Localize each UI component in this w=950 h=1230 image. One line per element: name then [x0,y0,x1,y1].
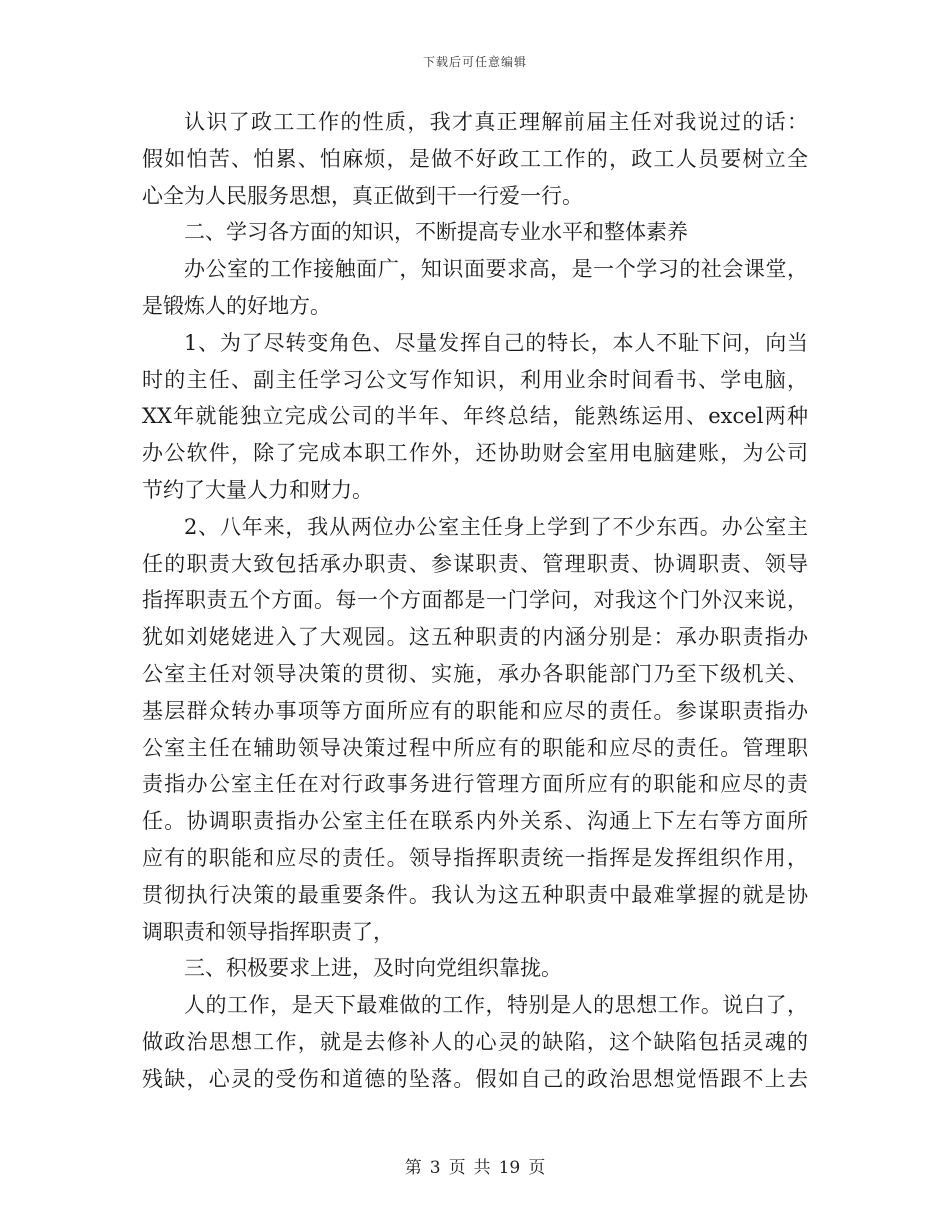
text-line: 时的主任、副主任学习公文写作知识，利用业余时间看书、学电脑， [142,367,808,392]
text-line: 2、八年来，我从两位办公室主任身上学到了不少东西。办公室主 [184,514,808,539]
footer-total-label: 共 [473,1158,491,1178]
page-header: 下载后可任意编辑 [422,55,527,69]
text-line: 残缺，心灵的受伤和道德的坠落。假如自己的政治思想觉悟跟不上去 [142,1066,808,1091]
text-line: 1、为了尽转变角色、尽量发挥自己的特长，本人不耻下问，向当 [184,330,808,355]
document-body [142,104,808,1098]
text-line: 公室主任对领导决策的贯彻、实施，承办各职能部门乃至下级机关、 [142,661,808,686]
text-line: 办公软件，除了完成本职工作外，还协助财会室用电脑建账，为公司 [142,441,808,466]
text-line: 三、积极要求上进，及时向党组织靠拢。 [184,956,562,981]
text-line: 责指办公室主任在对行政事务进行管理方面所应有的职能和应尽的责 [142,772,808,797]
text-line: 是锻炼人的好地方。 [142,293,331,318]
text-line: 指挥职责五个方面。每一个方面都是一门学问，对我这个门外汉来说， [142,588,808,613]
footer-suffix: 页 [528,1158,546,1178]
total-page-count: 19 [498,1158,521,1178]
text-line: 应有的职能和应尽的责任。领导指挥职责统一指挥是发挥组织作用， [142,845,808,870]
text-line: 节约了大量人力和财力。 [142,477,373,502]
text-line: 任的职责大致包括承办职责、参谋职责、管理职责、协调职责、领导 [142,551,808,576]
text-line: 假如怕苦、怕累、怕麻烦，是做不好政工工作的，政工人员要树立全 [142,146,808,171]
text-line: 犹如刘姥姥进入了大观园。这五种职责的内涵分别是：承办职责指办 [142,625,808,650]
text-line: 办公室的工作接触面广，知识面要求高，是一个学习的社会课堂， [184,257,808,282]
text-line: 基层群众转办事项等方面所应有的职能和应尽的责任。参谋职责指办 [142,698,808,723]
current-page-number: 3 [429,1158,441,1178]
text-line: XX年就能独立完成公司的半年、年终总结，能熟练运用、excel两种 [142,404,808,429]
text-line: 公室主任在辅助领导决策过程中所应有的职能和应尽的责任。管理职 [142,735,808,760]
text-line: 调职责和领导指挥职责了， [142,919,394,944]
text-line: 心全为人民服务思想，真正做到干一行爱一行。 [142,183,583,208]
text-line: 贯彻执行决策的最重要条件。我认为这五种职责中最难掌握的就是协 [142,882,808,907]
footer-page-label: 页 [448,1158,466,1178]
text-line: 人的工作，是天下最难做的工作，特别是人的思想工作。说白了， [184,993,808,1018]
text-line: 二、学习各方面的知识，不断提高专业水平和整体素养 [184,220,688,245]
text-line: 任。协调职责指办公室主任在联系内外关系、沟通上下左右等方面所 [142,809,808,834]
text-line: 认识了政工工作的性质，我才真正理解前届主任对我说过的话： [184,110,808,134]
footer-prefix: 第 [404,1158,422,1178]
text-line: 做政治思想工作，就是去修补人的心灵的缺陷，这个缺陷包括灵魂的 [142,1029,808,1054]
page-footer [0,1153,950,1178]
